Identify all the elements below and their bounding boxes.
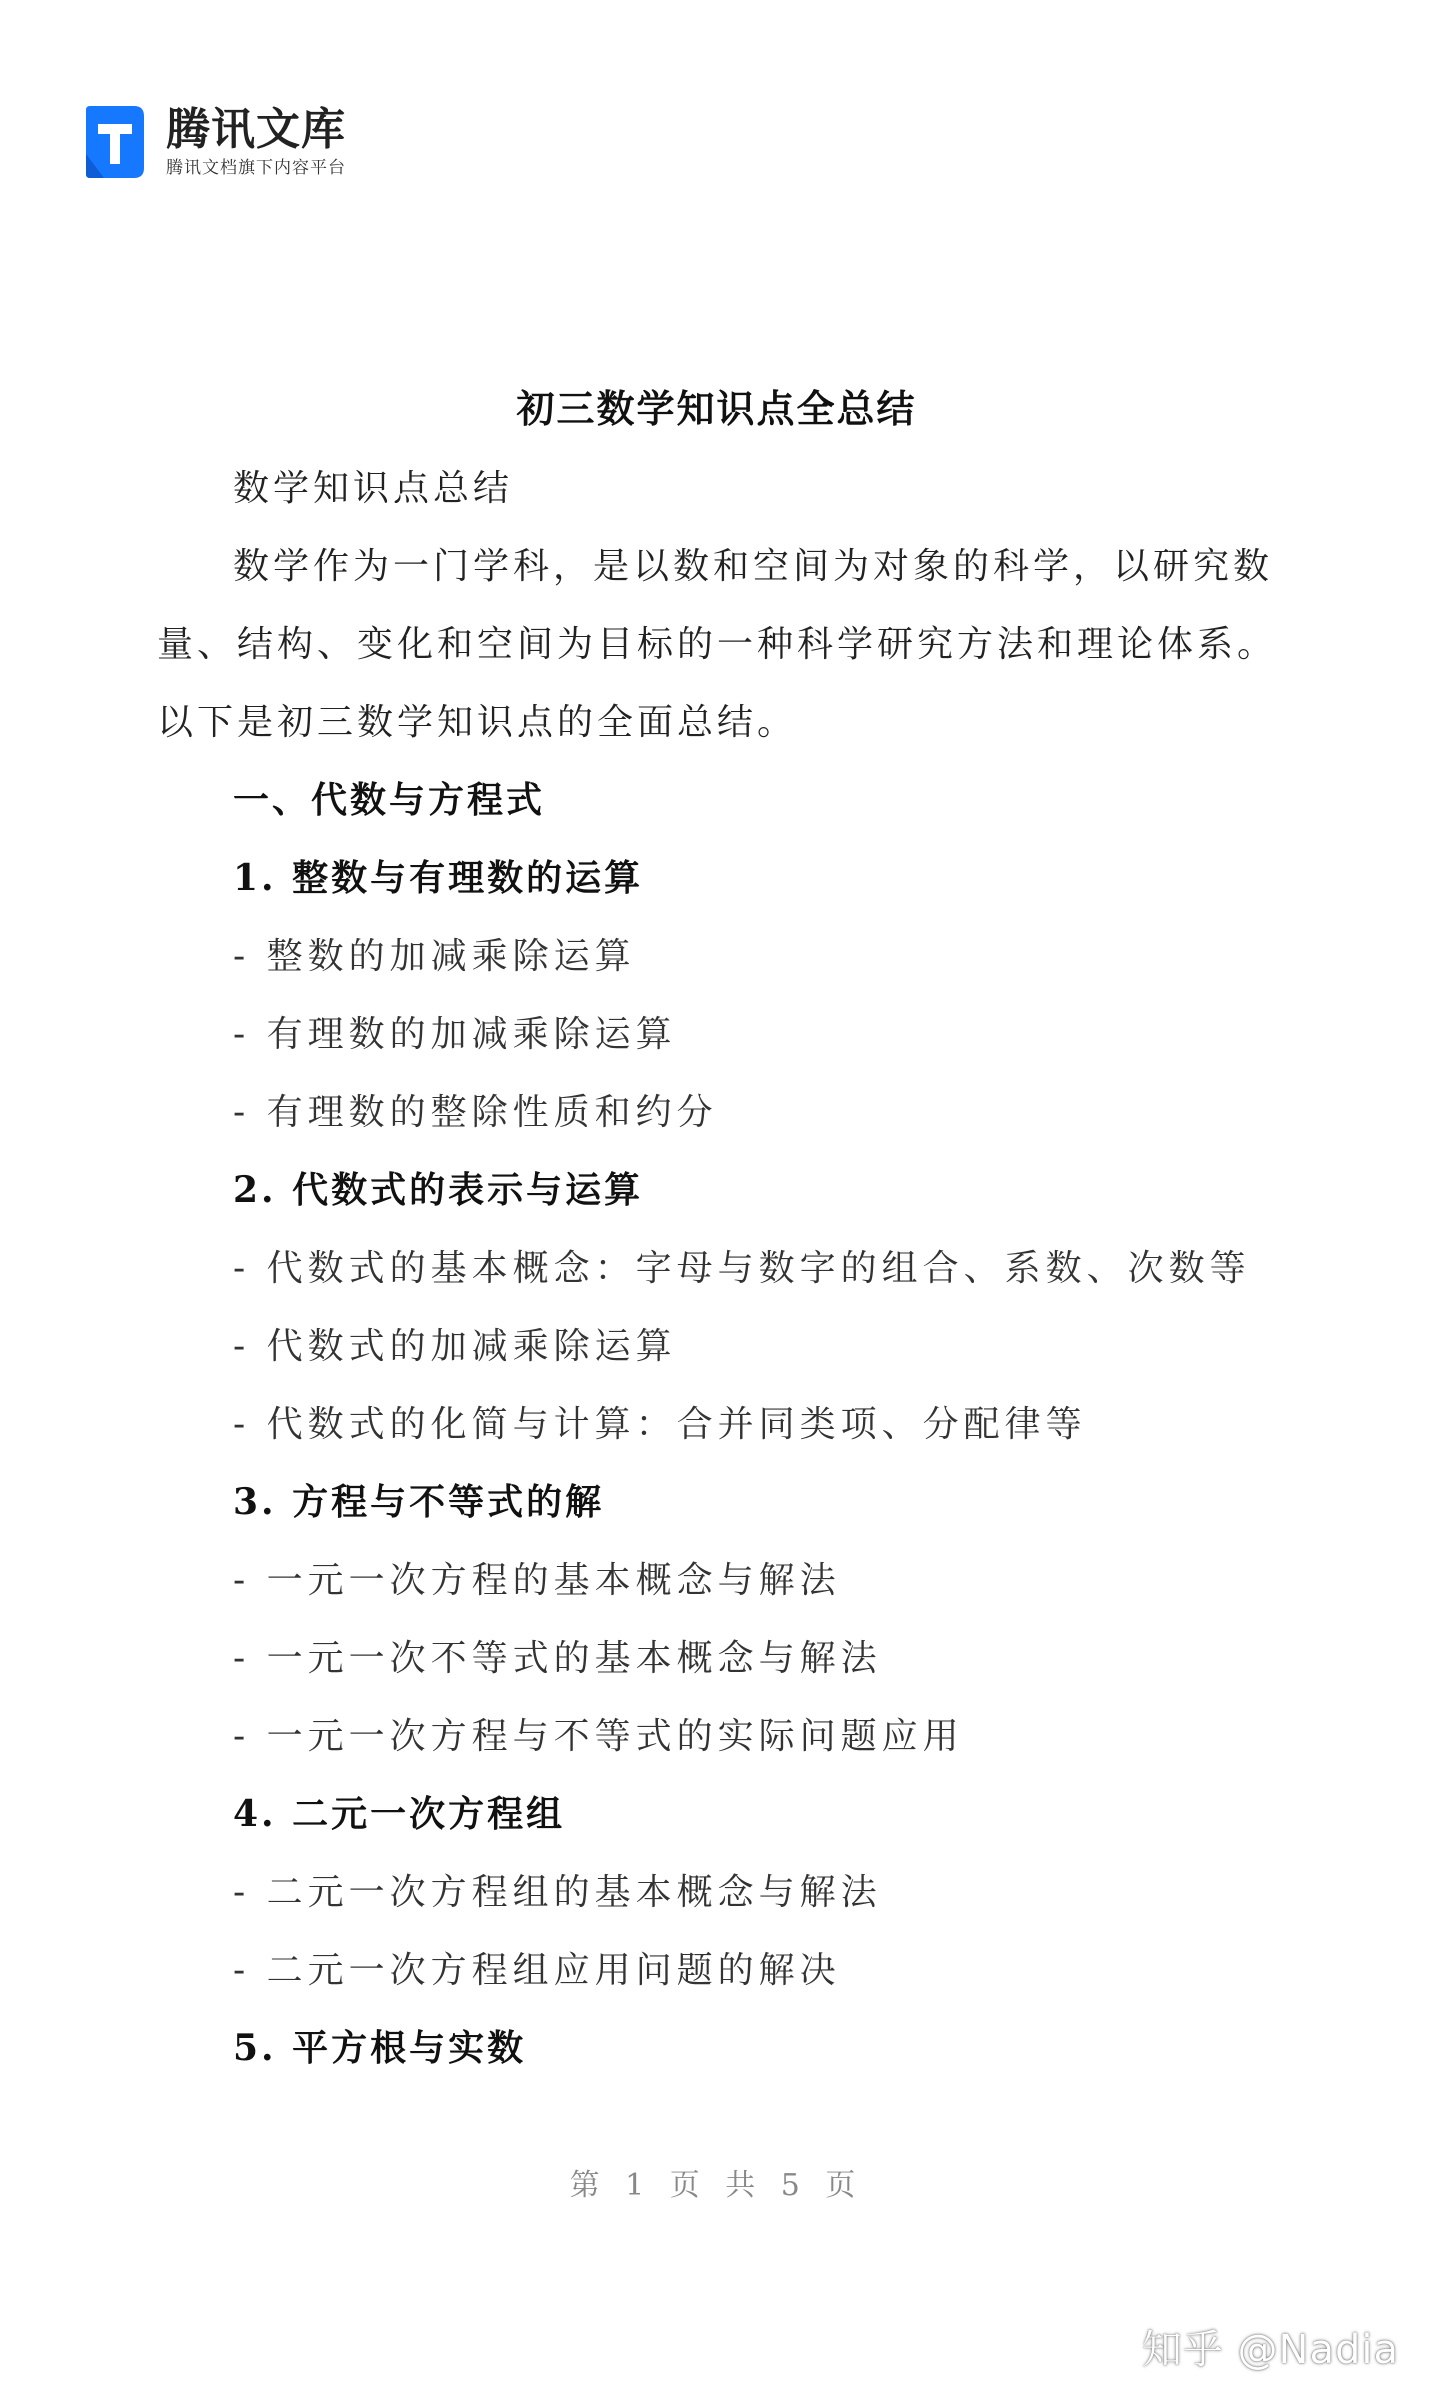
document-title: 初三数学知识点全总结 — [516, 386, 917, 431]
intro-line-3: 以下是初三数学知识点的全面总结。 — [157, 702, 798, 743]
document-subtitle: 数学知识点总结 — [233, 468, 514, 509]
logo — [84, 104, 346, 180]
list-item: - 代数式的化简与计算：合并同类项、分配律等 — [233, 1404, 1087, 1445]
tencent-docs-logo-icon — [84, 104, 146, 180]
list-item: - 二元一次方程组应用问题的解决 — [233, 1950, 841, 1991]
subsection-heading-3: 3. 方程与不等式的解 — [233, 1481, 605, 1523]
section-heading: 一、代数与方程式 — [233, 779, 546, 821]
list-item: - 有理数的整除性质和约分 — [233, 1092, 718, 1133]
list-item: - 代数式的基本概念：字母与数字的组合、系数、次数等 — [233, 1248, 1251, 1289]
list-item: - 二元一次方程组的基本概念与解法 — [233, 1872, 882, 1913]
list-item: - 一元一次不等式的基本概念与解法 — [233, 1638, 882, 1679]
subsection-heading-1: 1. 整数与有理数的运算 — [233, 857, 644, 899]
subsection-heading-5: 5. 平方根与实数 — [233, 2027, 527, 2069]
list-item: - 整数的加减乘除运算 — [233, 936, 636, 977]
logo-subtitle: 腾讯文档旗下内容平台 — [166, 158, 346, 178]
list-item: - 代数式的加减乘除运算 — [233, 1326, 677, 1367]
intro-line-2: 量、结构、变化和空间为目标的一种科学研究方法和理论体系。 — [157, 624, 1278, 665]
list-item: - 一元一次方程与不等式的实际问题应用 — [233, 1716, 964, 1757]
watermark: 知乎 @Nadia — [1141, 2327, 1399, 2373]
logo-title: 腾讯文库 — [166, 104, 346, 155]
intro-line-1: 数学作为一门学科，是以数和空间为对象的科学，以研究数 — [233, 546, 1274, 587]
subsection-heading-2: 2. 代数式的表示与运算 — [233, 1169, 644, 1211]
page-number: 第 1 页 共 5 页 — [569, 2168, 864, 2203]
subsection-heading-4: 4. 二元一次方程组 — [233, 1793, 566, 1835]
list-item: - 有理数的加减乘除运算 — [233, 1014, 677, 1055]
list-item: - 一元一次方程的基本概念与解法 — [233, 1560, 841, 1601]
